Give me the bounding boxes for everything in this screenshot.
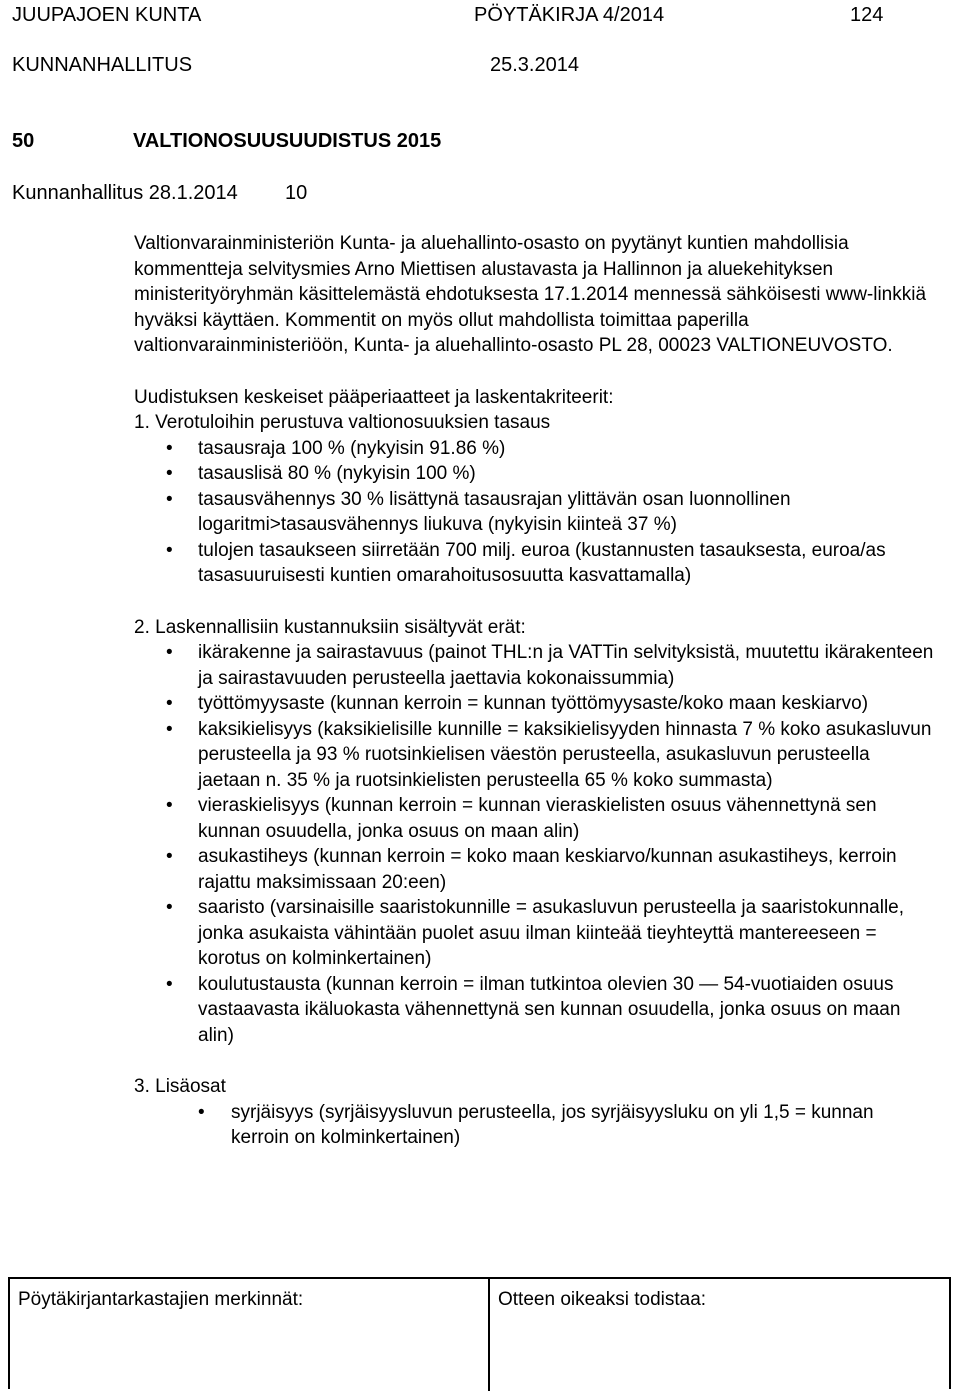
body-text bbox=[134, 231, 934, 1151]
bullet-icon: • bbox=[166, 437, 173, 459]
bullet-icon: • bbox=[166, 846, 173, 867]
signature-box bbox=[8, 1277, 951, 1389]
section2-heading: 2. Laskennallisiin kustannuksiin sisältyvät erät: bbox=[134, 616, 526, 638]
list-item bbox=[134, 717, 934, 794]
intro-paragraph bbox=[134, 231, 934, 359]
list-item-text: tasausraja 100 % (nykyisin 91.86 %) bbox=[198, 437, 506, 459]
list-item-text: ikärakenne ja sairastavuus (painot THL:n ja VATTin selvityksistä, muutettu ikärakenteen ja sairastavuuden perusteella jaettavia kokonaissummia) bbox=[198, 642, 934, 689]
bullet-icon: • bbox=[166, 718, 173, 740]
governing-body: KUNNANHALLITUS bbox=[12, 54, 193, 76]
meeting-reference: Kunnanhallitus 28.1.2014 bbox=[12, 182, 238, 204]
section-number: 50 bbox=[12, 130, 35, 152]
section1-heading: 1. Verotuloihin perustuva valtionosuuksien tasaus bbox=[134, 412, 551, 433]
list-item bbox=[134, 436, 934, 462]
certification-label: Otteen oikeaksi todistaa: bbox=[498, 1289, 707, 1310]
bullet-icon: • bbox=[166, 795, 173, 816]
bullet-icon: • bbox=[166, 973, 173, 995]
minutes-number: PÖYTÄKIRJA 4/2014 bbox=[474, 4, 665, 26]
list-item-text: asukastiheys (kunnan kerroin = koko maan keskiarvo/kunnan asukastiheys, kerroin rajattu maksimissaan 20:een) bbox=[198, 846, 897, 893]
intro-text: Valtionvarainministeriön Kunta- ja aluehallinto-osasto on pyytänyt kuntien mahdollisia kommentteja selvitysmies Arno Miettisen alustavasta ja Hallinnon ja aluekehityksen ministerityöryhmän käsittelemästä ehdotuksesta 17.1.2014 mennessä sähköisesti www-linkkiä hyväksi käyttäen. bbox=[134, 233, 927, 331]
list-item bbox=[134, 972, 934, 1049]
section3-heading: 3. Lisäosat bbox=[134, 1076, 226, 1097]
meeting-reference-number: 10 bbox=[285, 182, 308, 204]
list-item bbox=[134, 793, 934, 844]
inspector-notes-label: Pöytäkirjantarkastajien merkinnät: bbox=[18, 1289, 304, 1310]
list-item bbox=[134, 895, 934, 972]
list-item bbox=[134, 1100, 934, 1151]
list-item bbox=[134, 691, 934, 717]
bullet-icon: • bbox=[166, 897, 173, 918]
list-item-text: tasauslisä 80 % (nykyisin 100 %) bbox=[198, 463, 476, 484]
bullet-icon: • bbox=[166, 463, 173, 484]
list-item-text: työttömyysaste (kunnan kerroin = kunnan työttömyysaste/koko maan keskiarvo) bbox=[198, 693, 869, 714]
list-item-text: kaksikielisyys (kaksikielisille kunnille = kaksikielisyyden hinnasta 7 % koko asukasluvun perusteella ja 93 % ruotsinkielisen väestön perusteella, asukasluvun perusteella jaetaan n. 35 % ja ruotsinkielisten perusteella 65 % koko summasta) bbox=[198, 718, 932, 791]
section1-list bbox=[134, 436, 934, 589]
bullet-icon: • bbox=[166, 693, 173, 714]
list-item bbox=[134, 487, 934, 538]
meeting-date: 25.3.2014 bbox=[490, 54, 579, 76]
section3-list bbox=[134, 1100, 934, 1151]
list-item bbox=[134, 461, 934, 487]
list-item-text: koulutustausta (kunnan kerroin = ilman tutkintoa olevien 30 — 54-vuotiaiden osuus vastaavasta ikäluokasta vähennettynä sen kunnan osuudella, jonka osuus on maan alin) bbox=[198, 973, 901, 1046]
list-item-text: vieraskielisyys (kunnan kerroin = kunnan vieraskielisten osuus vähennettynä sen kunnan osuudella, jonka osuus on maan alin) bbox=[198, 795, 877, 842]
list-item bbox=[134, 538, 934, 589]
bullet-icon: • bbox=[166, 488, 173, 510]
list-item bbox=[134, 844, 934, 895]
municipality-name: JUUPAJOEN KUNTA bbox=[12, 4, 202, 26]
inspector-notes-cell bbox=[10, 1279, 490, 1391]
certification-cell bbox=[490, 1279, 949, 1391]
list-item-text: tulojen tasaukseen siirretään 700 milj. euroa (kustannusten tasauksesta, euroa/as tasasuuruisesti kuntien omarahoitusosuutta kasvattamalla) bbox=[198, 539, 886, 586]
bullet-icon: • bbox=[198, 1101, 205, 1123]
section-title: VALTIONOSUUSUUDISTUS 2015 bbox=[133, 130, 442, 152]
page-number: 124 bbox=[850, 4, 884, 26]
list-item bbox=[134, 640, 934, 691]
list-item-text: tasausvähennys 30 % lisättynä tasausrajan ylittävän osan luonnollinen logaritmi>tasausvähennys liukuva (nykyisin kiinteä 37 %) bbox=[198, 488, 791, 535]
list-item-text: syrjäisyys (syrjäisyysluvun perusteella, jos syrjäisyysluku on yli 1,5 = kunnan kerroin on kolminkertainen) bbox=[231, 1101, 874, 1148]
section2-list bbox=[134, 640, 934, 1048]
list-item-text: saaristo (varsinaisille saaristokunnille = asukasluvun perusteella ja saaristokunnalle, jonka asukaista vähintään puolet asuu ilman kiinteää tieyhteyttä mantereeseen = korotus on kolminkertainen) bbox=[198, 897, 905, 969]
principles-heading: Uudistuksen keskeiset pääperiaatteet ja laskentakriteerit: bbox=[134, 386, 614, 408]
bullet-icon: • bbox=[166, 642, 173, 663]
bullet-icon: • bbox=[166, 539, 173, 561]
intro-text-2: Kommentit on myös ollut mahdollista toimittaa paperilla valtionvarainministeriöön, Kunta- ja aluehallinto-osasto PL 28, 00023 VALTIONEUVOSTO. bbox=[134, 309, 893, 356]
